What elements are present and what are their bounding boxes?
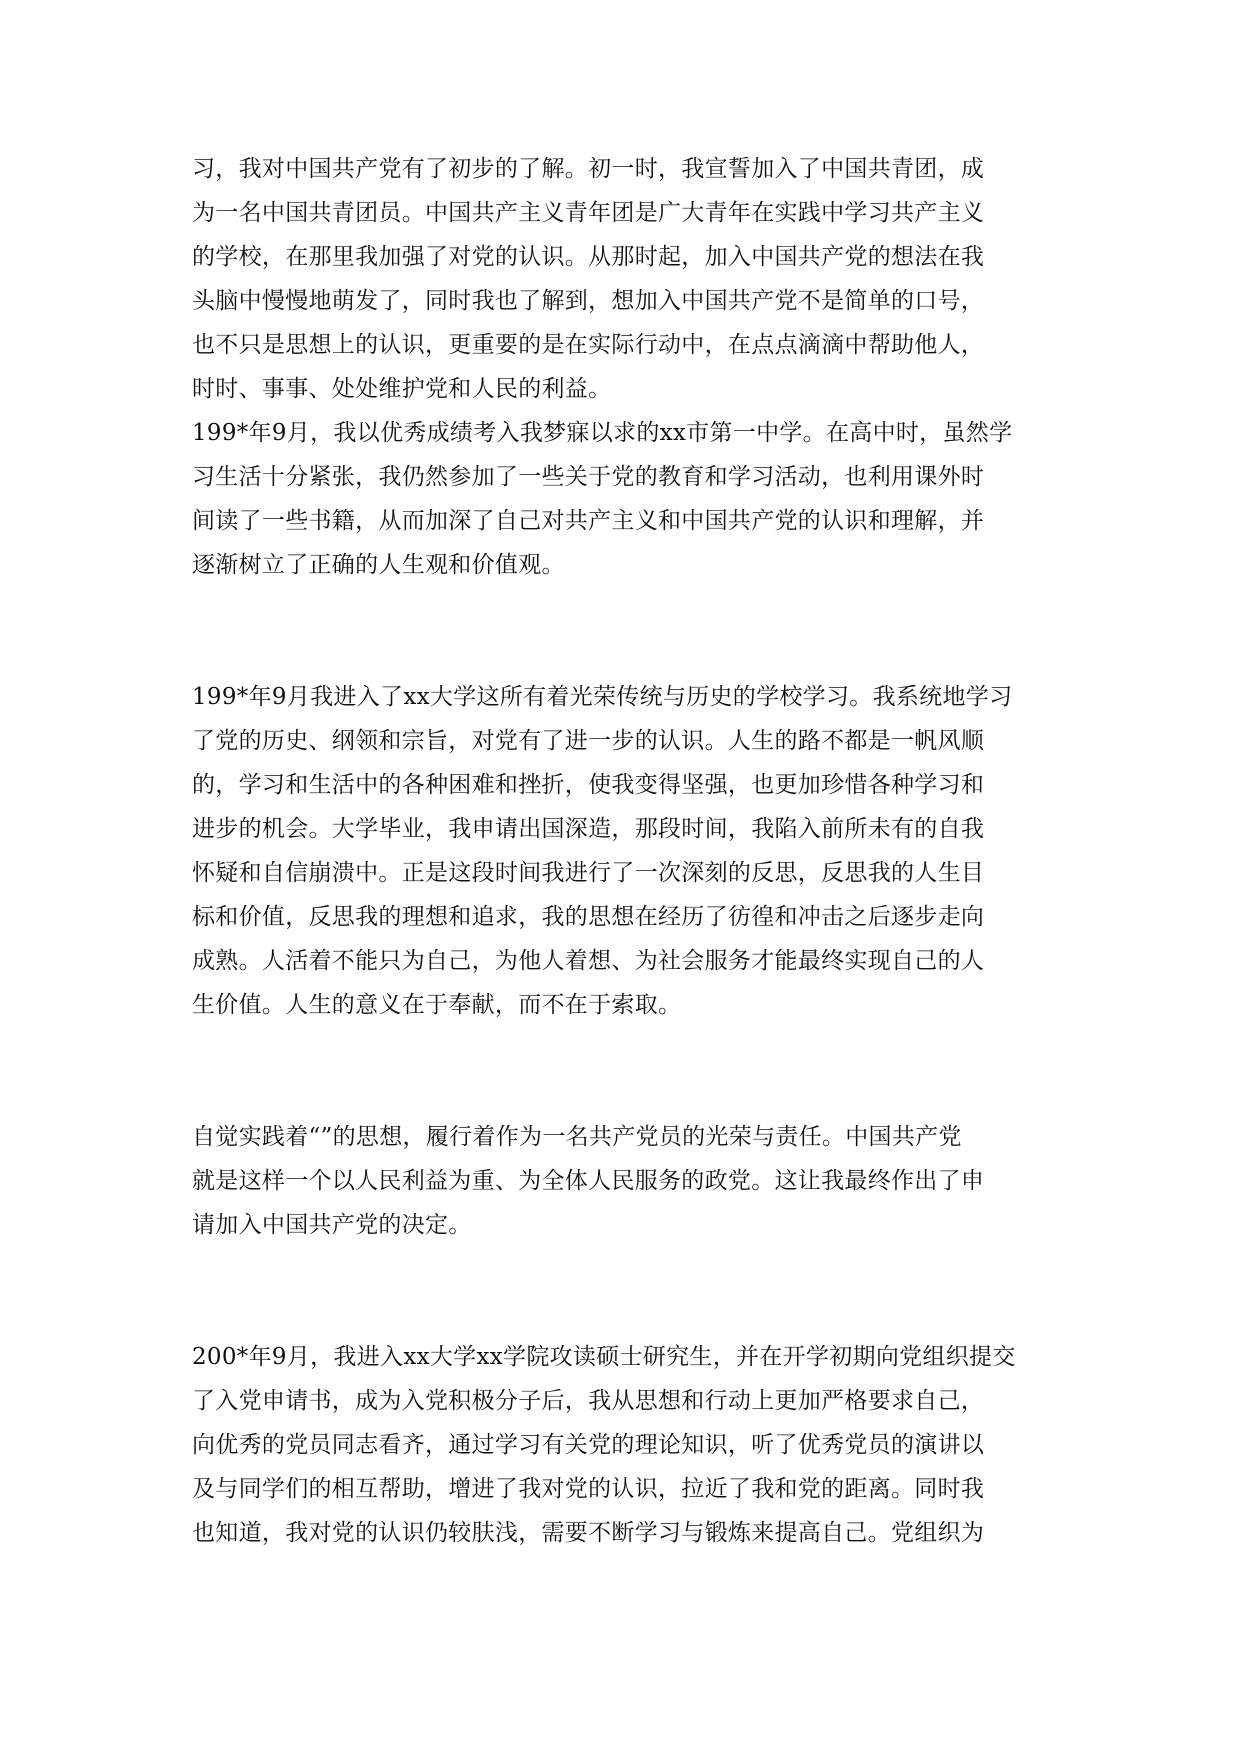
paragraph-1: 习，我对中国共产党有了初步的了解。初一时，我宣誓加入了中国共青团，成 为一名中国共青团员。中国共产主义青年团是广大青年在实践中学习共产主义 的学校，在那里我加强了对党的认识。从那时起，加入中国共产党的想法在我 头脑中慢慢地萌发了，同时我也了解到，想加入中国共产党不是简单的口号， 也不只是思想上的认识，更重要的是在实际行动中，在点点滴滴中帮助他人， 时时、事事、处处维护党和人民的利益。 <box>192 156 985 402</box>
paragraph-4: 自觉实践着“”的思想，履行着作为一名共产党员的光荣与责任。中国共产党 就是这样一个以人民利益为重、为全体人民服务的政党。这让我最终作出了申 请加入中国共产党的决定。 <box>192 1124 985 1238</box>
paragraph-gap <box>192 1027 1052 1115</box>
paragraph-gap <box>192 587 1052 675</box>
paragraph-3: 199*年9月我进入了xx大学这所有着光荣传统与历史的学校学习。我系统地学习 了党的历史、纲领和宗旨，对党有了进一步的认识。人生的路不都是一帆风顺 的，学习和生活中的各种困难和挫折，使我变得坚强，也更加珍惜各种学习和 进步的机会。大学毕业，我申请出国深造，那段时间，我陷入前所未有的自我 怀疑和自信崩溃中。正是这段时间我进行了一次深刻的反思，反思我的人生目 标和价值，反思我的理想和追求，我的思想在经历了彷徨和冲击之后逐步走向 成熟。人活着不能只为自己，为他人着想、为社会服务才能最终实现自己的人 生价值。人生的意义在于奉献，而不在于索取。 <box>192 684 1013 1018</box>
paragraph-5: 200*年9月，我进入xx大学xx学院攻读硕士研究生，并在开学初期向党组织提交 了入党申请书，成为入党积极分子后，我从思想和行动上更加严格要求自己， 向优秀的党员同志看齐，通过学习有关党的理论知识，听了优秀党员的演讲以 及与同学们的相互帮助，增进了我对党的认识，拉近了我和党的距离。同时我 也知道，我对党的认识仍较肤浅，需要不断学习与锻炼来提高自己。党组织为 <box>192 1344 1016 1546</box>
document-body <box>192 147 1052 1555</box>
paragraph-gap <box>192 1247 1052 1335</box>
paragraph-2: 199*年9月，我以优秀成绩考入我梦寐以求的xx市第一中学。在高中时，虽然学 习生活十分紧张，我仍然参加了一些关于党的教育和学习活动，也利用课外时 间读了一些书籍，从而加深了自己对共产主义和中国共产党的认识和理解，并 逐渐树立了正确的人生观和价值观。 <box>192 420 1013 578</box>
